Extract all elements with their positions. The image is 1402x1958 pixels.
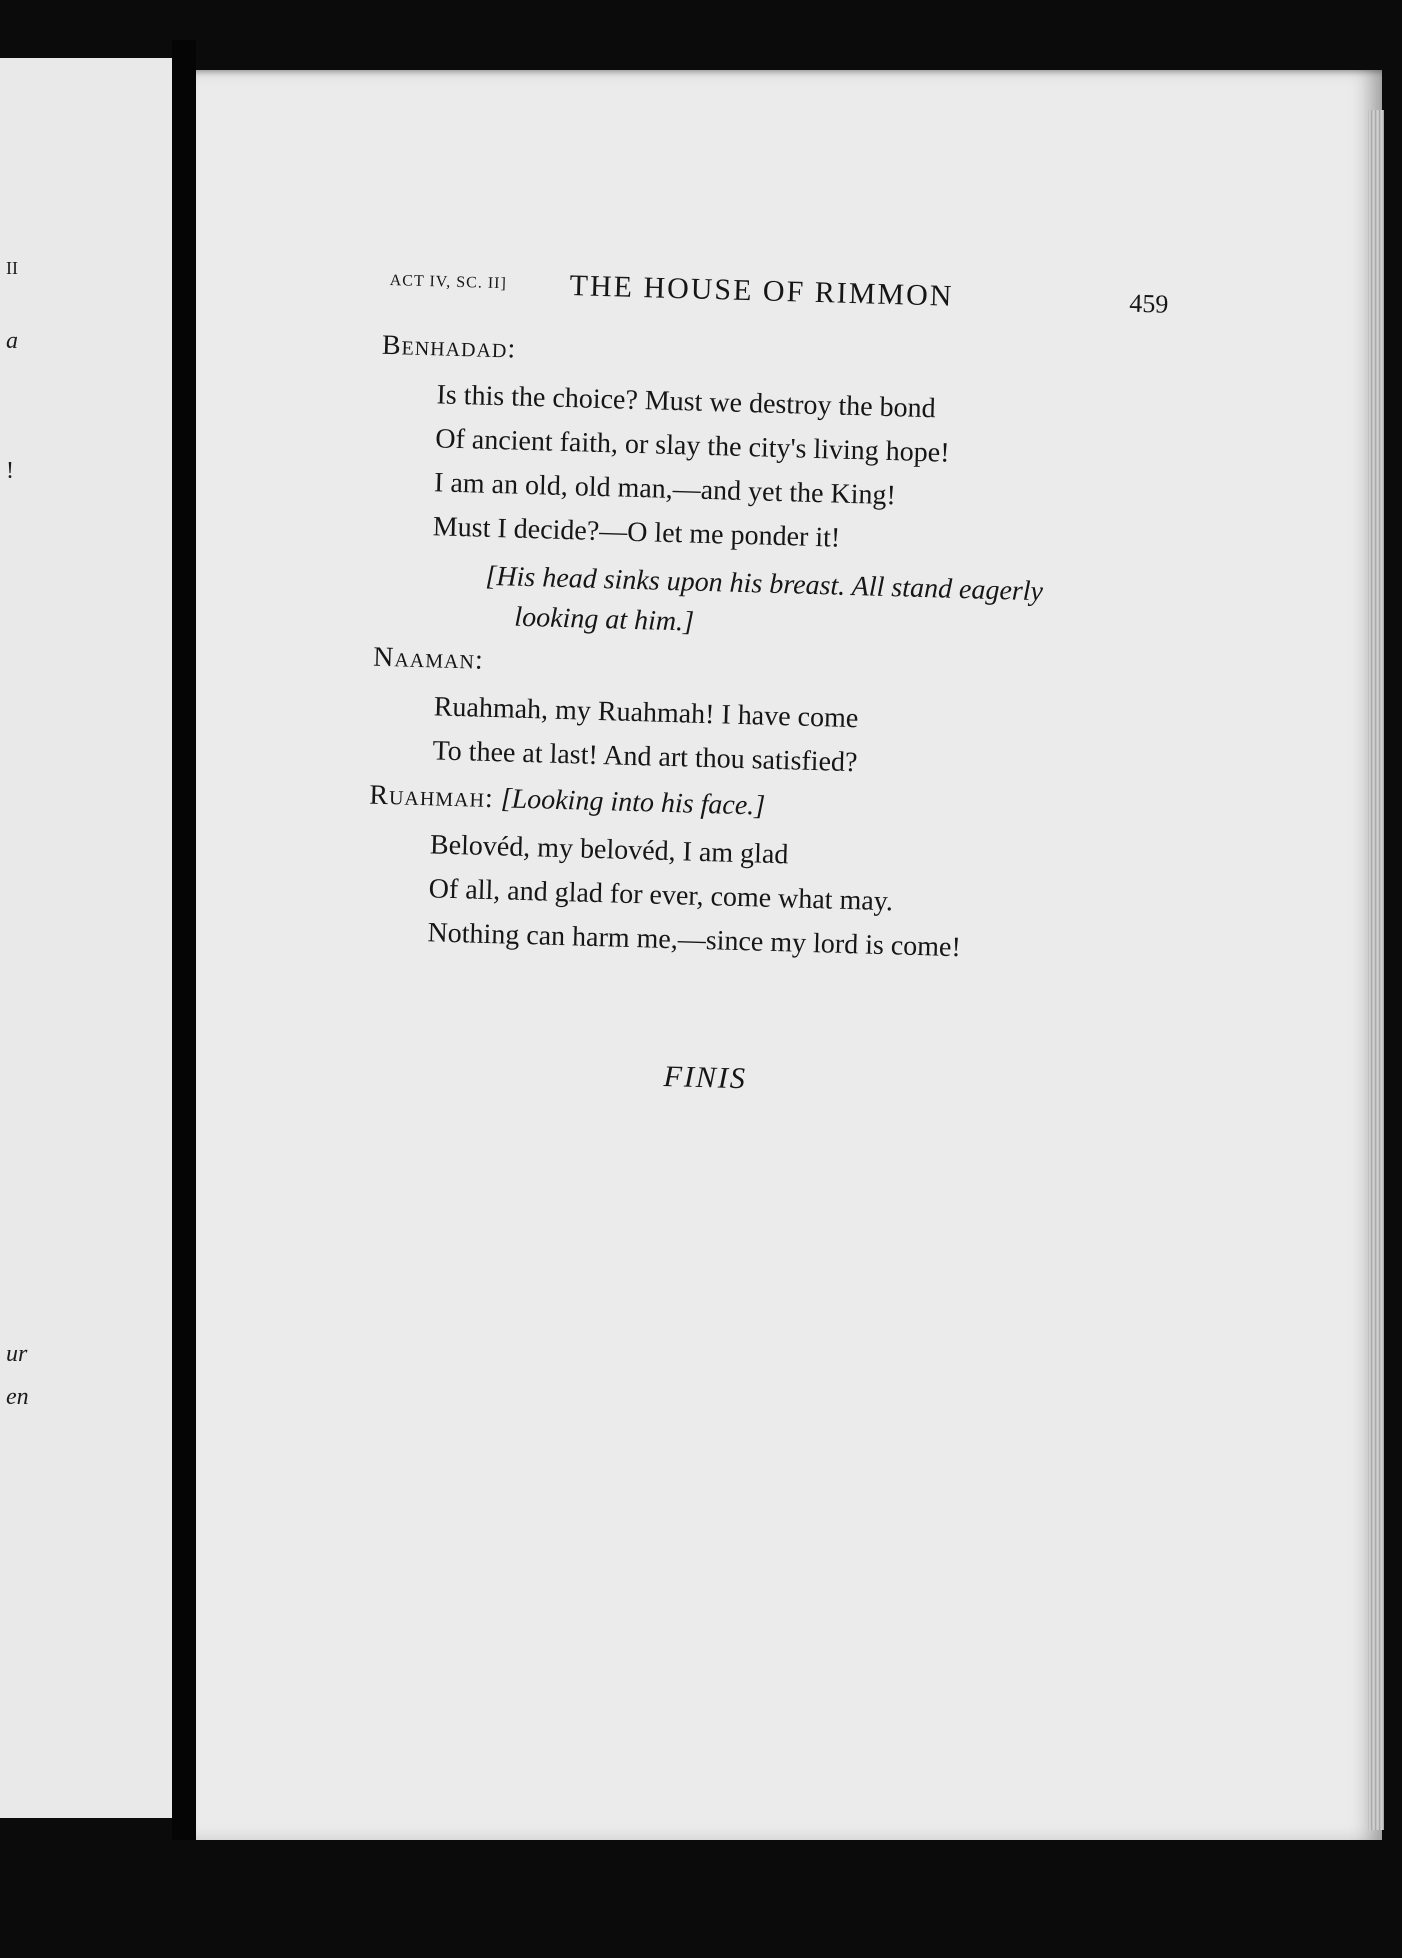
left-page-fragment: !	[6, 458, 14, 484]
verse-line: Belovéd, my belovéd, I am glad	[429, 829, 789, 871]
book-gutter	[172, 40, 196, 1840]
verse-line: Is this the choice? Must we destroy the bond	[436, 379, 937, 425]
verse-line: Of ancient faith, or slay the city's living hope!	[434, 423, 950, 469]
left-page-fragment: a	[6, 328, 18, 354]
book-title: THE HOUSE OF RIMMON	[569, 269, 954, 313]
speaker-ruahmah: Ruahmah:	[368, 779, 495, 815]
finis-label: FINIS	[663, 1059, 748, 1096]
verse-line: Ruahmah, my Ruahmah! I have come	[433, 691, 859, 735]
verse-line: Of all, and glad for ever, come what may.	[428, 873, 894, 918]
speaker-benhadad: Benhadad:	[381, 329, 517, 365]
left-page-fragment: ur	[6, 1341, 28, 1367]
stage-direction: looking at him.]	[513, 601, 695, 638]
verse-line: To thee at last! And art thou satisfied?	[432, 735, 858, 779]
stage-direction: [His head sinks upon his breast. All stand eagerly	[485, 560, 1044, 608]
speaker-naaman: Naaman:	[372, 641, 485, 676]
page-number: 459	[1129, 288, 1169, 319]
left-page-fragment: II	[6, 258, 18, 278]
left-page	[0, 58, 174, 1818]
running-head: ACT IV, SC. II]	[389, 272, 508, 293]
verse-line: Nothing can harm me,—since my lord is come!	[427, 917, 962, 964]
left-page-fragment: en	[6, 1384, 29, 1410]
verse-line: Must I decide?—O let me ponder it!	[432, 511, 841, 554]
stage-direction: [Looking into his face.]	[500, 783, 766, 822]
page-edge	[1368, 110, 1384, 1830]
verse-line: I am an old, old man,—and yet the King!	[433, 467, 897, 512]
